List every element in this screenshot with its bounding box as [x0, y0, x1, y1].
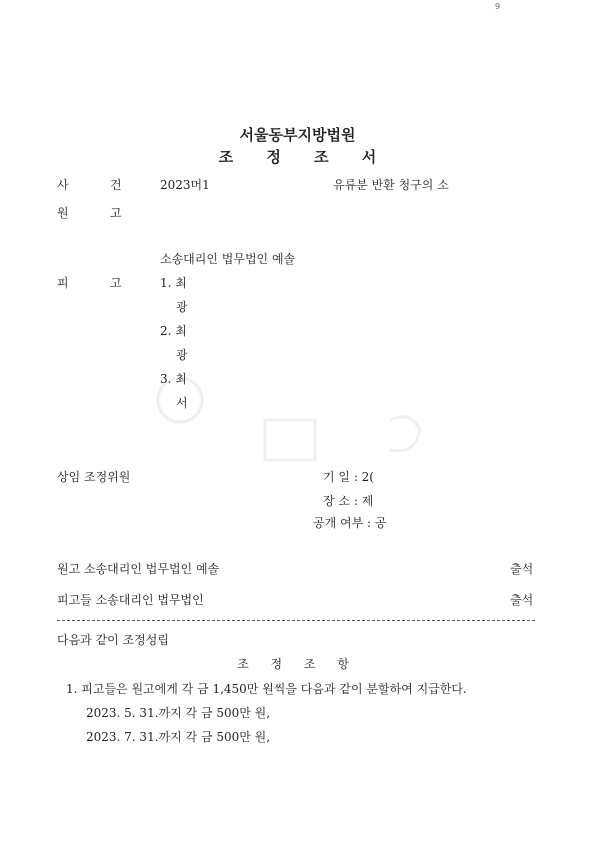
- term-1-installment-1: 2023. 5. 31.까지 각 금 500만 원,: [86, 706, 271, 720]
- defendant-1-sub: 광: [176, 300, 188, 314]
- session-public: 공개 여부 : 공: [313, 516, 387, 530]
- result-line: 다음과 같이 조정성립: [57, 633, 169, 647]
- page-corner-mark: 9: [495, 2, 501, 11]
- term-1-installment-2: 2023. 7. 31.까지 각 금 500만 원,: [86, 730, 271, 744]
- case-name: 유류분 반환 청구의 소: [333, 178, 449, 192]
- plaintiff-label-a: 원: [57, 206, 69, 220]
- defendant-label-a: 피: [57, 276, 69, 290]
- mediator-label: 상임 조정위원: [57, 470, 131, 484]
- section-divider: [57, 620, 535, 621]
- terms-title: 조 정 조 항: [237, 657, 358, 671]
- plaintiff-attorney: 소송대리인 법무법인 예솔: [160, 252, 296, 266]
- defendant-label-b: 고: [110, 276, 122, 290]
- defendant-3-name: 3. 최: [160, 372, 187, 386]
- watermark-seal: [150, 360, 440, 470]
- session-date: 기 일 : 2(: [323, 470, 374, 484]
- session-place: 장 소 : 제: [323, 494, 374, 508]
- defendant-3-sub: 서: [176, 396, 188, 410]
- court-name: 서울동부지방법원: [239, 126, 356, 144]
- case-label-b: 건: [110, 178, 122, 192]
- defendant-2-sub: 광: [176, 348, 188, 362]
- defendant-2-name: 2. 최: [160, 324, 187, 338]
- plaintiff-label-b: 고: [110, 206, 122, 220]
- document-title: 조 정 조 서: [218, 148, 391, 166]
- attendance-status-defendant: 출석: [510, 593, 534, 607]
- case-number: 2023머1: [160, 178, 210, 192]
- attendance-party-defendant: 피고들 소송대리인 법무법인: [57, 593, 204, 607]
- attendance-party-plaintiff: 원고 소송대리인 법무법인 예솔: [57, 562, 220, 576]
- defendant-1-name: 1. 최: [160, 276, 187, 290]
- term-1: 1. 피고들은 원고에게 각 금 1,450만 원씩을 다음과 같이 분할하여 지급한다.: [66, 682, 467, 696]
- attendance-status-plaintiff: 출석: [510, 562, 534, 576]
- case-label-a: 사: [57, 178, 69, 192]
